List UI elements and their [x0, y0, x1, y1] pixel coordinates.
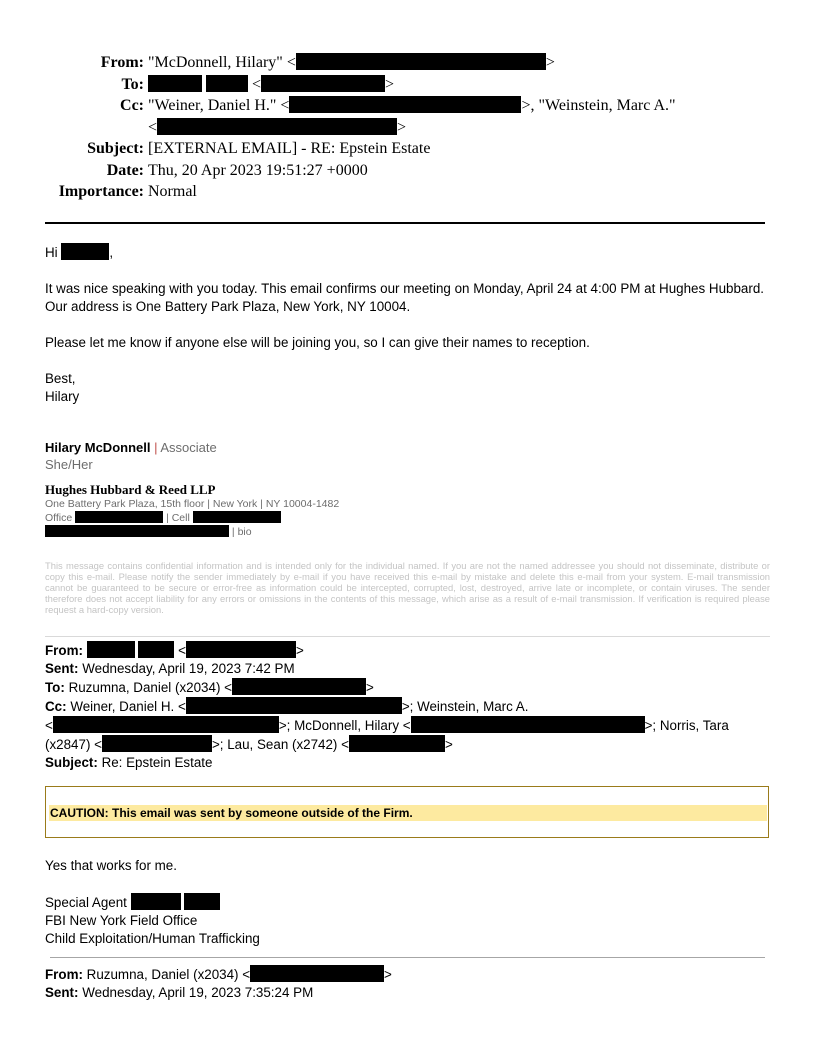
signoff: Hilary [45, 389, 80, 404]
signature-phone-line [45, 511, 770, 525]
bio-link[interactable]: | bio [231, 526, 252, 538]
closing: Best, [45, 371, 76, 386]
redaction-bar [186, 641, 296, 658]
header-from-row [0, 52, 780, 74]
header-divider [45, 222, 765, 224]
cc-part1: "Weiner, Daniel H." < [148, 97, 290, 114]
redaction-bar [75, 511, 163, 523]
reply1-cc-part1: Weiner, Daniel H. < [70, 699, 186, 714]
header-date-row [0, 160, 780, 182]
redaction-bar [184, 893, 220, 910]
confidentiality-disclaimer: This message contains confidential information and is intended only for the individual named. If you are not the named addressee you should not disseminate, distribute or copy this e-mail. Please notify the sender immediately by e-mail if you have received this e-mail by mistake and delete this e-mail from your system. E-mail transmission cannot be guaranteed to be secure or error-free as information could be intercepted, corrupted, lost, destroyed, arrive late or incomplete, or contain viruses. The sender therefore does not accept liability for any errors or omissions in the contents of this message, which arise as a result of e-mail transmission. If verification is required please request a hard-copy version. [45, 560, 770, 615]
reply1-subject-label: Subject: [45, 755, 98, 770]
signature-pronouns: She/Her [45, 457, 93, 472]
to-close: > [385, 75, 395, 93]
reply1-cc-part5: (x2847) < [45, 737, 102, 752]
reply1-from-row [45, 641, 770, 660]
importance-value: Normal [148, 183, 197, 200]
header-importance-row [0, 181, 780, 203]
redaction-bar [131, 893, 181, 910]
from-name: "McDonnell, Hilary" < [148, 54, 296, 71]
reply1-from-close: > [295, 643, 304, 658]
redaction-bar [411, 716, 645, 733]
signature-title: Associate [160, 440, 217, 455]
signature-name-line [45, 439, 770, 457]
redaction-bar [148, 75, 202, 92]
reply2-from-row [45, 965, 770, 984]
reply1-sig-title-line [45, 893, 770, 912]
reply2-from-value: Ruzumna, Daniel (x2034) < [86, 967, 251, 982]
reply2-header [45, 965, 770, 1002]
redaction-bar [261, 75, 385, 92]
greeting-prefix: Hi [45, 245, 58, 260]
redaction-bar [250, 965, 384, 982]
reply1-subject-value: Re: Epstein Estate [101, 755, 213, 770]
reply2-from-label: From: [45, 967, 83, 982]
signature-address: One Battery Park Plaza, 15th floor | New York | NY 10004-1482 [45, 498, 340, 510]
reply2-sent-row [45, 984, 770, 1002]
reply1-sent-row [45, 660, 770, 678]
redaction-bar [296, 53, 546, 70]
reply1-cc-part6: >; Lau, Sean (x2742) < [211, 737, 349, 752]
redaction-bar [206, 75, 248, 92]
reply2-from-close: > [384, 967, 392, 982]
redaction-bar [53, 716, 279, 733]
greeting [45, 243, 770, 262]
reply1-from-lt: < [178, 643, 186, 658]
reply1-cc-part2: >; Weinstein, Marc A. [401, 699, 529, 714]
reply1-sig-office: FBI New York Field Office [45, 913, 198, 928]
reply1-cc-label: Cc: [45, 699, 67, 714]
message-body [45, 243, 770, 406]
redaction-bar [138, 641, 174, 658]
subject-label: Subject: [87, 140, 144, 157]
reply1-cc-part4: >; Norris, Tara [644, 718, 729, 733]
cc-close2: > [397, 118, 407, 136]
header-to-row [0, 74, 780, 96]
reply1-cc-lt: < [45, 718, 53, 733]
reply1-header [45, 641, 770, 772]
caution-banner [45, 786, 769, 838]
redaction-bar [349, 735, 445, 752]
signature-block [45, 439, 770, 615]
reply2-sent-label: Sent: [45, 985, 79, 1000]
signature-firm: Hughes Hubbard & Reed LLP [45, 482, 216, 497]
cc-label: Cc: [120, 97, 144, 114]
office-label: Office [45, 512, 73, 524]
cc-part2: >, "Weinstein, Marc A." [521, 97, 676, 114]
signature-sep: | [150, 440, 161, 455]
header-subject-row [0, 138, 780, 160]
reply1-from-label: From: [45, 643, 83, 658]
reply1-message: Yes that works for me. [45, 858, 177, 873]
to-label: To: [121, 75, 144, 93]
reply2-sent-value: Wednesday, April 19, 2023 7:35:24 PM [82, 985, 314, 1000]
reply1-cc-close: > [444, 737, 453, 752]
header-cc-row-continued [0, 117, 780, 139]
reply1-to-label: To: [45, 680, 65, 695]
redaction-bar [87, 641, 135, 658]
reply1-sig-title: Special Agent [45, 895, 127, 910]
reply1-cc-row-2 [45, 716, 770, 735]
redaction-bar [45, 525, 229, 537]
redaction-bar [61, 243, 109, 260]
date-value: Thu, 20 Apr 2023 19:51:27 +0000 [148, 161, 368, 179]
reply1-sig-unit: Child Exploitation/Human Trafficking [45, 931, 260, 946]
reply1-cc-row-3 [45, 735, 770, 754]
to-lt: < [252, 75, 262, 93]
reply1-body [45, 857, 770, 948]
subject-value: [EXTERNAL EMAIL] - RE: Epstein Estate [148, 140, 431, 157]
redaction-bar [102, 735, 212, 752]
reply1-cc-row [45, 697, 770, 716]
importance-label: Importance: [58, 183, 144, 200]
redaction-bar [157, 118, 397, 135]
signature-bio-line [45, 525, 770, 539]
header-cc-row [0, 95, 780, 117]
date-label: Date: [106, 161, 144, 179]
paragraph-2: Please let me know if anyone else will be joining you, so I can give their names to reception. [45, 335, 590, 350]
redaction-bar [289, 96, 521, 113]
reply1-subject-row [45, 754, 770, 772]
reply1-to-value: Ruzumna, Daniel (x2034) < [68, 680, 232, 695]
reply-divider-1 [45, 636, 770, 637]
reply-divider-2 [50, 957, 765, 958]
reply1-sent-label: Sent: [45, 661, 79, 676]
redaction-bar [232, 678, 366, 695]
redaction-bar [193, 511, 281, 523]
paragraph-1: It was nice speaking with you today. This email confirms our meeting on Monday, April 24 at 4:00 PM at Hughes Hubbard. Our address is One Battery Park Plaza, New York, NY 10004. [45, 281, 764, 314]
reply1-sent-value: Wednesday, April 19, 2023 7:42 PM [82, 661, 295, 676]
reply1-to-row [45, 678, 770, 697]
from-label: From: [100, 54, 144, 71]
reply1-to-close: > [365, 680, 374, 695]
caution-text: CAUTION: This email was sent by someone outside of the Firm. [49, 805, 767, 821]
redaction-bar [186, 697, 402, 714]
reply1-cc-part3: >; McDonnell, Hilary < [278, 718, 411, 733]
cc-lt2: < [148, 118, 158, 136]
email-header [0, 52, 780, 203]
greeting-suffix: , [109, 245, 114, 260]
cell-label: | Cell [166, 512, 190, 524]
from-close: > [545, 54, 555, 71]
signature-name: Hilary McDonnell [45, 440, 151, 455]
